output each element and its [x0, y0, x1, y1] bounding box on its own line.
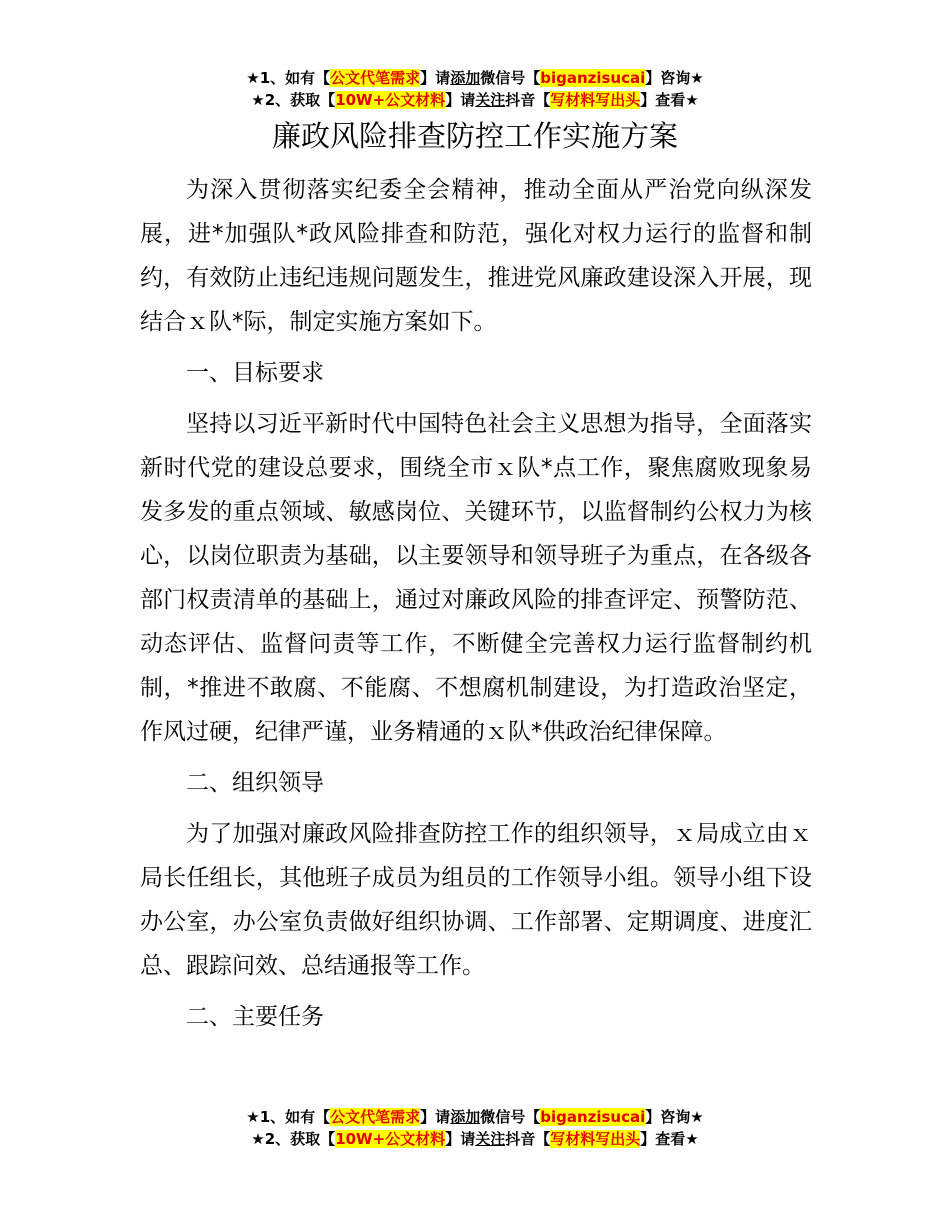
- banner-text: 】请: [445, 91, 476, 109]
- banner-text: 抖音【: [505, 1130, 551, 1148]
- banner-text: 】查看★: [640, 91, 699, 109]
- banner-highlight: 公文代笔需求: [330, 1108, 421, 1126]
- section-heading-2: 二、组织领导: [186, 770, 324, 796]
- section-heading-1: 一、目标要求: [186, 360, 324, 386]
- footer-banner: [0, 1106, 950, 1150]
- banner-text: 抖音【: [505, 91, 551, 109]
- intro-paragraph: 为深入贯彻落实纪委全会精神，推动全面从严治党向纵深发展，进*加强队*政风险排查和防范，强化对权力运行的监督和制约，有效防止违纪违规问题发生，推进党风廉政建设深入开展，现结合ｘ队*际，制定实施方案如下。: [140, 177, 812, 335]
- banner-underlined-text: 关注: [475, 1130, 506, 1148]
- banner-text: 微信号【: [480, 69, 541, 87]
- banner-highlight: biganzisucai: [540, 69, 646, 87]
- document-title: 廉政风险排查防控工作实施方案: [271, 119, 678, 153]
- banner-underlined-text: 关注: [475, 91, 506, 109]
- banner-line-1: [0, 67, 950, 89]
- banner-text: 】咨询★: [645, 1108, 704, 1126]
- banner-highlight: biganzisucai: [540, 1108, 646, 1126]
- banner-highlight: 写材料写出头: [550, 1130, 641, 1148]
- document-body: [140, 168, 812, 1046]
- banner-text: 微信号【: [480, 1108, 541, 1126]
- banner-text: 】请: [445, 1130, 476, 1148]
- banner-text: 】咨询★: [645, 69, 704, 87]
- banner-highlight: 10W+公文材料: [335, 1130, 446, 1148]
- banner-text: ★2、获取【: [251, 91, 336, 109]
- banner-text: 】请: [420, 1108, 451, 1126]
- banner-line-2: [0, 1128, 950, 1150]
- section-heading-3: 二、主要任务: [186, 1004, 324, 1030]
- paragraph-2: 为了加强对廉政风险排查防控工作的组织领导，ｘ局成立由ｘ局长任组长，其他班子成员为组员的工作领导小组。领导小组下设办公室，办公室负责做好组织协调、工作部署、定期调度、进度汇总、跟踪问效、总结通报等工作。: [140, 821, 812, 979]
- banner-line-1: [0, 1106, 950, 1128]
- banner-line-2: [0, 89, 950, 111]
- banner-text: 】查看★: [640, 1130, 699, 1148]
- paragraph-1: 坚持以习近平新时代中国特色社会主义思想为指导，全面落实新时代党的建设总要求，围绕全市ｘ队*点工作，聚焦腐败现象易发多发的重点领域、敏感岗位、关键环节，以监督制约公权力为核心，以岗位职责为基础，以主要领导和领导班子为重点，在各级各部门权责清单的基础上，通过对廉政风险的排查评定、预警防范、动态评估、监督问责等工作，不断健全完善权力运行监督制约机制，*推进不敢腐、不能腐、不想腐机制建设，为打造政治坚定，作风过硬，纪律严谨，业务精通的ｘ队*供政治纪律保障。: [140, 411, 812, 745]
- banner-underlined-text: 添加: [450, 69, 481, 87]
- banner-text: ★1、如有【: [246, 69, 331, 87]
- banner-underlined-text: 添加: [450, 1108, 481, 1126]
- banner-highlight: 公文代笔需求: [330, 69, 421, 87]
- banner-highlight: 写材料写出头: [550, 91, 641, 109]
- banner-text: 】请: [420, 69, 451, 87]
- header-banner: [0, 67, 950, 111]
- banner-highlight: 10W+公文材料: [335, 91, 446, 109]
- banner-text: ★1、如有【: [246, 1108, 331, 1126]
- banner-text: ★2、获取【: [251, 1130, 336, 1148]
